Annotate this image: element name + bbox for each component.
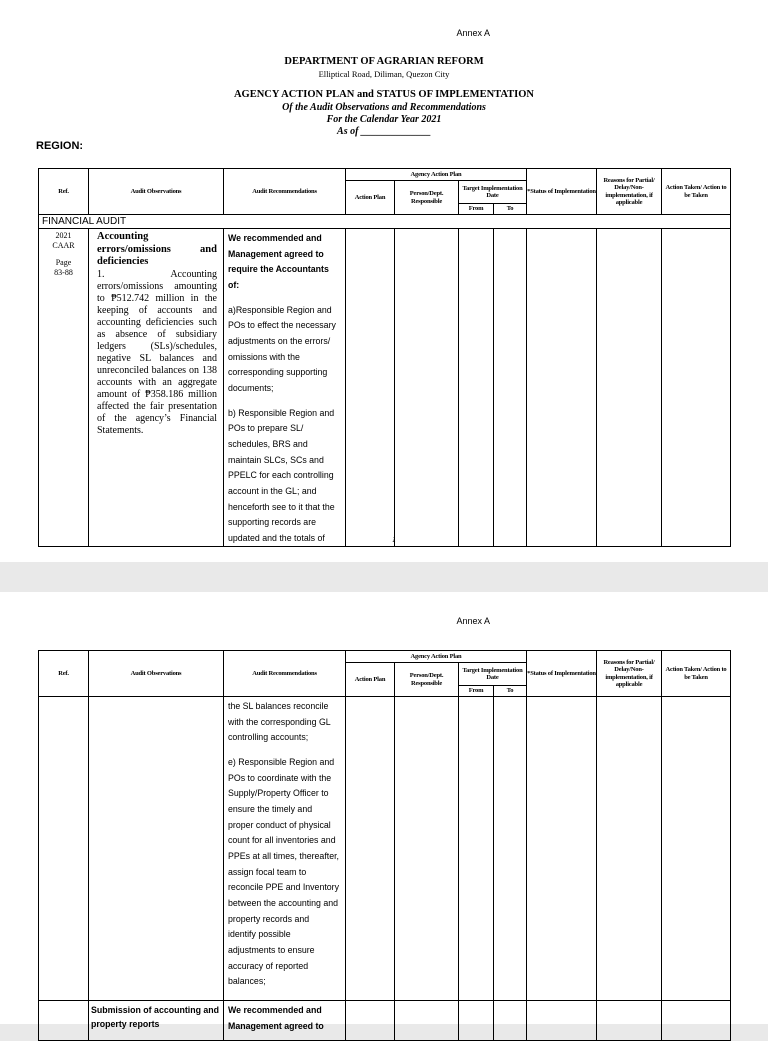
- spacer: [228, 397, 339, 406]
- header-from: From: [459, 204, 494, 215]
- header-from: From: [459, 686, 494, 697]
- status-cell: [527, 1001, 597, 1041]
- recommendation-b: b) Responsible Region and POs to prepare SL/ schedules, BRS and maintain SLCs, SCs and PPELC for each controlling account in the GL; and henceforth see to it that the supporting records are updated and the totals of: [228, 407, 335, 543]
- ref-year: 2021: [55, 231, 72, 240]
- ref-cell: [39, 1001, 89, 1041]
- header-to: To: [494, 686, 527, 697]
- department-address: Elliptical Road, Diliman, Quezon City: [318, 69, 450, 79]
- header-audit-recommendations: Audit Recommendations: [224, 651, 346, 697]
- page-number: 1: [392, 535, 396, 544]
- status-cell: [527, 697, 597, 1001]
- page-2: [0, 592, 768, 1031]
- recommendation-cell: [224, 229, 346, 547]
- header-status: *Status of Implementation: [527, 169, 597, 215]
- document-title: AGENCY ACTION PLAN and STATUS OF IMPLEMENTATION: [233, 89, 535, 100]
- annex-label: Annex A: [456, 616, 490, 626]
- from-cell: [459, 697, 494, 1001]
- action-plan-cell: [346, 229, 395, 547]
- action-taken-cell: [662, 697, 731, 1001]
- recommendation-e: e) Responsible Region and POs to coordinate with the Supply/Property Officer to ensure the timely and proper conduct of physical count for all inventories and PPEs at all times, thereafter, assign focal team to reconcile PPE and Inventory between the accounting and property records and identify possible adjustments to ensure accuracy of reported balances;: [228, 756, 340, 987]
- recommendation-a: a)Responsible Region and POs to effect the necessary adjustments on the errors/ omissions with the corresponding supporting documents;: [228, 304, 336, 393]
- document-subtitle: Of the Audit Observations and Recommendations: [282, 102, 486, 113]
- status-cell: [527, 229, 597, 547]
- from-cell: [459, 229, 494, 547]
- section-financial-audit: FINANCIAL AUDIT: [39, 215, 731, 229]
- region-label: REGION:: [36, 140, 84, 152]
- reasons-cell: [597, 697, 662, 1001]
- header-status: *Status of Implementation: [527, 651, 597, 697]
- header-agency-action-plan: Agency Action Plan: [346, 169, 527, 181]
- to-cell: [494, 229, 527, 547]
- to-cell: [494, 697, 527, 1001]
- ref-page-label: Page: [55, 258, 72, 268]
- recommendation-cell: [224, 697, 346, 1001]
- header-action-taken: Action Taken/ Action to be Taken: [662, 169, 731, 215]
- header-agency-action-plan: Agency Action Plan: [346, 651, 527, 663]
- header-ref: Ref.: [39, 169, 89, 215]
- spacer: [228, 746, 339, 755]
- observation-title: Accounting errors/omissions and deficiencies: [97, 231, 217, 268]
- header-person-dept: Person/Dept. Responsible: [395, 663, 459, 697]
- action-plan-table-continued: [38, 650, 731, 1041]
- recommendation-intro: We recommended and Management agreed to require the Accountants of:: [228, 233, 329, 290]
- action-plan-cell: [346, 697, 395, 1001]
- recommendation-intro-2: We recommended and Management agreed to: [224, 1001, 346, 1041]
- action-taken-cell: [662, 1001, 731, 1041]
- calendar-year: For the Calendar Year 2021: [326, 114, 442, 125]
- person-cell: [395, 697, 459, 1001]
- reasons-cell: [597, 1001, 662, 1041]
- as-of-line: As of ______________: [337, 126, 431, 137]
- recommendation-continued: the SL balances reconcile with the corresponding GL controlling accounts;: [228, 701, 331, 743]
- observation-cell: [89, 229, 224, 547]
- header-audit-observations: Audit Observations: [89, 169, 224, 215]
- annex-label: Annex A: [456, 28, 490, 38]
- spacer: [228, 294, 339, 303]
- action-plan-cell: [346, 1001, 395, 1041]
- header-action-taken: Action Taken/ Action to be Taken: [662, 651, 731, 697]
- ref-cell: [39, 229, 89, 547]
- header-target-date: Target Implementation Date: [459, 181, 527, 204]
- header-person-dept: Person/Dept. Responsible: [395, 181, 459, 215]
- header-target-date: Target Implementation Date: [459, 663, 527, 686]
- action-taken-cell: [662, 229, 731, 547]
- to-cell: [494, 1001, 527, 1041]
- ref-spacer: [39, 250, 88, 258]
- header-reasons: Reasons for Partial/ Delay/Non-implementation, if applicable: [597, 169, 662, 215]
- header-to: To: [494, 204, 527, 215]
- header-action-plan: Action Plan: [346, 181, 395, 215]
- action-plan-table: [38, 168, 731, 547]
- ref-report: CAAR: [52, 240, 75, 250]
- observation-text: 1. Accounting errors/omissions amounting to ₱512.742 million in the keeping of accounts and accounting deficiencies such as absence of subsidiary ledgers (SLs)/schedules, negative SL balances and unreconciled balances on 138 accounts with an aggregate amount of ₱358.186 million affected the fair presentation of the agency’s Financial Statements.: [97, 268, 217, 436]
- header-audit-observations: Audit Observations: [89, 651, 224, 697]
- header-ref: Ref.: [39, 651, 89, 697]
- header-audit-recommendations: Audit Recommendations: [224, 169, 346, 215]
- ref-pages: 83-88: [54, 267, 73, 277]
- reasons-cell: [597, 229, 662, 547]
- person-cell: [395, 1001, 459, 1041]
- ref-cell: [39, 697, 89, 1001]
- header-action-plan: Action Plan: [346, 663, 395, 697]
- observation-title-2: Submission of accounting and property reports: [89, 1001, 224, 1041]
- person-cell: [395, 229, 459, 547]
- from-cell: [459, 1001, 494, 1041]
- header-reasons: Reasons for Partial/ Delay/Non-implementation, if applicable: [597, 651, 662, 697]
- observation-cell: [89, 697, 224, 1001]
- department-name: DEPARTMENT OF AGRARIAN REFORM: [284, 56, 484, 67]
